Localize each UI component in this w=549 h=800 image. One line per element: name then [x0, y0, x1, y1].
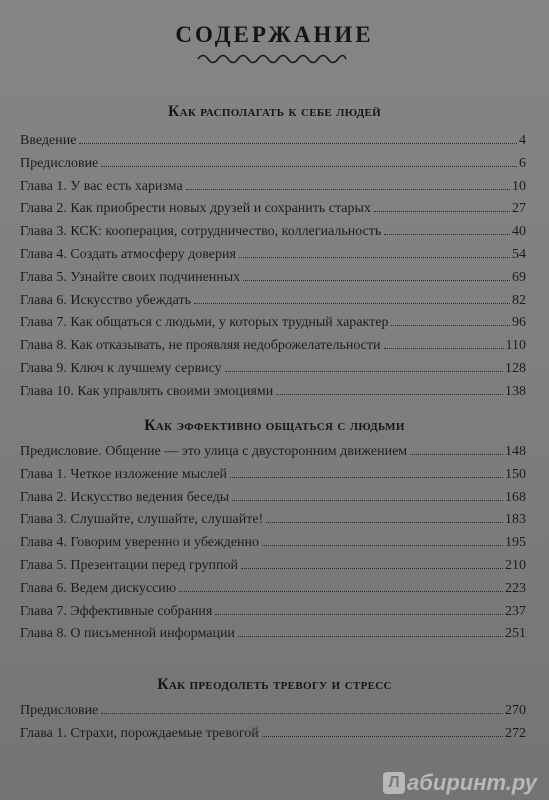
- dot-leader: [266, 522, 503, 523]
- toc-page-number: 251: [505, 626, 526, 642]
- section-heading: Как располагать к себе людей: [168, 103, 381, 120]
- toc-entry: [20, 623, 526, 645]
- toc-page-number: 148: [505, 444, 526, 459]
- dot-leader: [374, 211, 510, 212]
- toc-entry: [20, 700, 526, 722]
- toc-page-number: 150: [505, 466, 526, 482]
- toc-page-number: 270: [505, 703, 526, 718]
- toc-entry: [20, 441, 526, 463]
- toc-entry-title: Глава 8. Как отказывать, не проявляя недоброжелательности: [20, 338, 381, 354]
- toc-entry-title: Глава 2. Как приобрести новых друзей и сохранить старых: [20, 201, 371, 217]
- toc-entry: [20, 509, 526, 531]
- toc-entry-title: Глава 5. Презентации перед группой: [20, 558, 238, 573]
- dot-leader: [384, 348, 504, 349]
- toc-entry-title: Глава 4. Создать атмосферу доверия: [20, 247, 236, 262]
- dot-leader: [410, 454, 503, 455]
- toc-entry: [20, 267, 526, 289]
- toc-page-number: 27: [512, 201, 526, 217]
- toc-entry-title: Глава 8. О письменной информации: [20, 626, 235, 642]
- toc-entry: [20, 153, 526, 175]
- toc-entry-title: Глава 3. Слушайте, слушайте, слушайте!: [20, 512, 264, 528]
- toc-page-number: 195: [505, 535, 526, 551]
- toc-entry: [20, 176, 526, 198]
- toc-page-number: 82: [512, 292, 526, 308]
- dot-leader: [230, 477, 503, 478]
- toc-entry-title: Введение: [20, 133, 77, 148]
- toc-entry-title: Глава 1. У вас есть харизма: [20, 178, 183, 194]
- toc-entry: [20, 221, 526, 243]
- dot-leader: [262, 545, 503, 546]
- toc-entry-title: Предисловие: [20, 155, 99, 171]
- watermark-text: абиринт.ру: [407, 770, 537, 795]
- toc-entry: [20, 198, 526, 220]
- toc-entry-title: Глава 4. Говорим уверенно и убежденно: [20, 535, 260, 551]
- toc-entry: [20, 290, 526, 312]
- toc-entry-title: Глава 1. Четкое изложение мыслей: [20, 466, 228, 482]
- dot-leader: [276, 394, 503, 395]
- toc-page-number: 272: [505, 725, 526, 741]
- toc-entry: [20, 487, 526, 509]
- toc-page-number: 128: [505, 361, 526, 376]
- toc-entry: [20, 312, 526, 334]
- toc-entry-title: Глава 7. Эффективные собрания: [20, 603, 213, 619]
- toc-entry-title: Глава 6. Искусство убеждать: [20, 292, 191, 308]
- toc-entry-title: Предисловие: [20, 703, 99, 718]
- labirint-logo-icon: Л: [383, 772, 405, 794]
- toc-page-number: 110: [505, 338, 526, 354]
- toc-page-number: 40: [512, 224, 526, 240]
- toc-entry: [20, 464, 526, 486]
- toc-page-number: 168: [505, 489, 526, 505]
- toc-entry-title: Глава 1. Страхи, порождаемые тревогой: [20, 725, 259, 741]
- page-title: СОДЕРЖАНИЕ: [175, 22, 374, 47]
- decorative-wave-ornament: [196, 52, 348, 66]
- dot-leader: [215, 614, 503, 615]
- dot-leader: [179, 591, 503, 592]
- toc-entry-title: Глава 10. Как управлять своими эмоциями: [20, 383, 274, 399]
- labirint-watermark: [383, 770, 537, 796]
- toc-page-number: 210: [505, 558, 526, 573]
- toc-page-number: 138: [505, 383, 526, 399]
- toc-page-number: 69: [512, 269, 526, 285]
- dot-leader: [101, 166, 517, 167]
- dot-leader: [186, 189, 510, 190]
- dot-leader: [262, 736, 503, 737]
- toc-entry-title: Глава 9. Ключ к лучшему сервису: [20, 361, 222, 376]
- toc-page-number: 237: [505, 603, 526, 619]
- section-heading: Как эффективно общаться с людьми: [144, 417, 405, 434]
- toc-entry-title: Глава 3. КСК: кооперация, сотрудничество, коллегиальность: [20, 224, 382, 240]
- toc-page-number: 10: [512, 178, 526, 194]
- toc-page-number: 223: [505, 580, 526, 596]
- section-heading: Как преодолеть тревогу и стресс: [157, 676, 392, 693]
- dot-leader: [391, 325, 510, 326]
- toc-entry: [20, 381, 526, 403]
- toc-page-number: 54: [512, 247, 526, 262]
- dot-leader: [101, 713, 503, 714]
- toc-entry: [20, 130, 526, 152]
- toc-entry: [20, 723, 526, 745]
- toc-entry-title: Глава 5. Узнайте своих подчиненных: [20, 269, 241, 285]
- dot-leader: [79, 143, 517, 144]
- toc-page-number: 6: [519, 155, 526, 171]
- toc-entry: [20, 244, 526, 266]
- dot-leader: [194, 303, 510, 304]
- toc-entry-title: Глава 2. Искусство ведения беседы: [20, 489, 230, 505]
- dot-leader: [384, 234, 510, 235]
- toc-entry: [20, 335, 526, 357]
- toc-entry: [20, 358, 526, 380]
- toc-page-number: 183: [505, 512, 526, 528]
- toc-page-number: 4: [519, 133, 526, 148]
- dot-leader: [241, 568, 503, 569]
- toc-page-number: 96: [512, 315, 526, 331]
- toc-entry-title: Глава 7. Как общаться с людьми, у которых трудный характер: [20, 315, 389, 331]
- toc-entry-title: Предисловие. Общение — это улица с двусторонним движением: [20, 444, 408, 459]
- dot-leader: [238, 636, 503, 637]
- toc-entry: [20, 578, 526, 600]
- dot-leader: [243, 280, 510, 281]
- dot-leader: [225, 371, 503, 372]
- dot-leader: [232, 500, 503, 501]
- toc-entry: [20, 601, 526, 623]
- toc-entry: [20, 555, 526, 577]
- toc-entry: [20, 532, 526, 554]
- dot-leader: [239, 257, 510, 258]
- toc-entry-title: Глава 6. Ведем дискуссию: [20, 580, 177, 596]
